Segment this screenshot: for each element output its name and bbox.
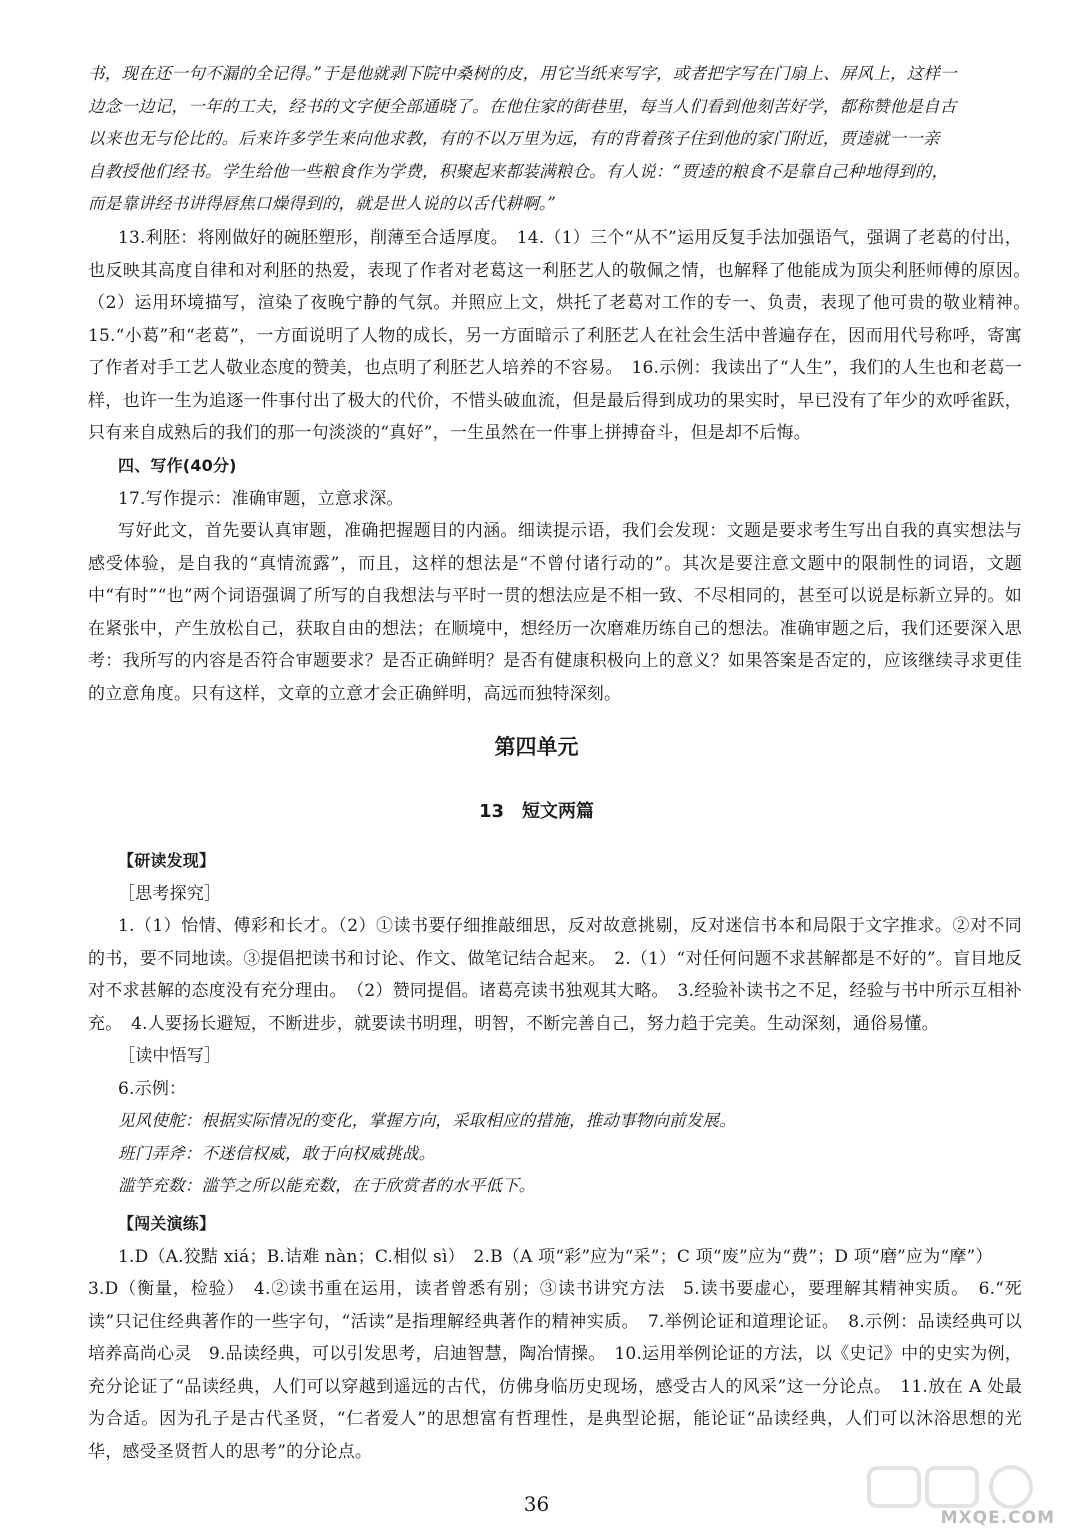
think-heading: ［思考探究］ <box>118 883 222 904</box>
writing-tip: 17.写作提示：准确审题，立意求深。 <box>118 488 404 509</box>
writing-body: 写好此文，首先要认真审题，准确把握题目的内涵。细读提示语，我们会发现：文题是要求考生写出自我的真实想法与感受体验，是自我的“真情流露”，而且，这样的想法是“不曾付诸行动的”。其次是要注意文题中的限制性的词语，文题中“有时”“也”两个词语强调了所写的自我想法与平时一贯的想法应是不相一致、不尽相同的，甚至可以说是标新立异的。如在紧张中，产生放松自己，获取自由的想法；在顺境中，想经历一次磨难历练自己的想法。准确审题之后，我们还要深入思考：我所写的内容是否符合审题要求？是否正确鲜明？是否有健康积极向上的意义？如果答案是否定的，应该继续寻求更佳的立意角度。只有这样，文章的立意才会正确鲜明，高远而独特深刻。 <box>88 521 1022 704</box>
research-section <box>88 845 1022 1203</box>
think-body: 1.（1）怡情、傅彩和长才。（2）①读书要仔细推敲细思，反对故意挑剔，反对迷信书本和局限于文字推求。②对不同的书，要不同地读。③提倡把读书和讨论、作文、做笔记结合起来。 2.（1）“对任何问题不求甚解都是不好的”。盲目地反对不求甚解的态度没有充分理由。 （2）赞同提倡。诸葛亮读书独观其大略。 3.经验补读书之不足，经验与书中所示互相补充。 4.人要扬长避短，不断进步，就要读书明理，明智，不断完善自己，努力趋于完美。生动深刻，通俗易懂。 <box>88 916 1022 1034</box>
writing-section <box>88 450 1022 710</box>
writing-heading: 四、写作(40分) <box>118 456 237 475</box>
intro-line: 自教授他们经书。学生给他一些粮食作为学费，积聚起来都装满粮仓。有人说：“贾逵的粮食不是靠自己种地得到的， <box>88 161 949 181</box>
unit-title: 第四单元 <box>494 735 579 759</box>
intro-line: 而是靠讲经书讲得唇焦口燥得到的，就是世人说的以舌代耕啊。” <box>88 194 556 213</box>
example-item: 滥竽充数：滥竽之所以能充数，在于欣赏者的水平低下。 <box>118 1176 536 1195</box>
intro-passage <box>88 58 1022 221</box>
lesson-title: 13 短文两篇 <box>478 801 595 822</box>
research-heading: 【研读发现】 <box>118 851 216 870</box>
intro-line: 边念一边记，一年的工夫，经书的文字便全部通晓了。在他住家的街巷里，每当人们看到他刻苦好学，都称赞他是自古 <box>88 96 957 116</box>
read-heading: ［读中悟写］ <box>118 1046 222 1066</box>
intro-line: 书，现在还一句不漏的全记得。”于是他就剥下院中桑树的皮，用它当纸来写字，或者把字写在门扇上、屏风上，这样一 <box>88 64 957 83</box>
example-label: 6.示例： <box>118 1078 187 1099</box>
example-item: 班门弄斧：不迷信权威，敢于向权威挑战。 <box>118 1143 436 1163</box>
answers-paragraph: 13.利胚：将刚做好的碗胚塑形，削薄至合适厚度。 14.（1）三个“从不”运用反复手法加强语气，强调了老葛的付出，也反映其高度自律和对利胚的热爱，表现了作者对老葛这一利胚艺人的敬佩之情，也解释了他能成为顶尖利胚师傅的原因。 （2）运用环境描写，渲染了夜晚宁静的气氛。并照应上文，烘托了老葛对工作的专一、负责，表现了他可贵的敬业精神。 15.“小葛”和“老葛”，一方面说明了人物的成长，另一方面暗示了利胚艺人在社会生活中普遍存在，因而用代号称呼，寄寓了作者对手工艺人敬业态度的赞美，也点明了利胚艺人培养的不容易。 16.示例：我读出了“人生”，我们的人生也和老葛一样，也许一生为追逐一件事付出了极大的代价，不惜头破血流，但是最后得到成功的果实时，早已没有了年少的欢呼雀跃，只有来自成熟后的我们的那一句淡淡的“真好”，一生虽然在一件事上拼搏奋斗，但是却不后悔。 <box>88 228 1040 443</box>
answers-13-16 <box>88 222 1040 450</box>
practice-heading: 【闯关演练】 <box>118 1214 216 1233</box>
example-item: 见风使舵：根据实际情况的变化，掌握方向，采取相应的措施，推动事物向前发展。 <box>118 1111 736 1130</box>
practice-section <box>88 1208 1022 1468</box>
practice-body: 3.D（衡量，检验） 4.②读书重在运用，读者曾悉有别；③读书讲究方法 5.读书要虚心，要理解其精神实质。 6.“死读”只记住经典著作的一些字句，“活读”是指理解经典著作的精神实质。 7.举例论证和道理论证。 8.示例：品读经典可以培养高尚心灵 9.品读经典，可以引发思考，启迪智慧，陶冶情操。 10.运用举例论证的方法，以《史记》中的史实为例，充分论证了“品读经典，人们可以穿越到遥远的古代，仿佛身临历史现场，感受古人的风采”这一分论点。 11.放在 A 处最为合适。因为孔子是古代圣贤，“仁者爱人”的思想富有哲理性，是典型论据，能论证“品读经典，人们可以沐浴思想的光华，感受圣贤哲人的思考”的分论点。 <box>88 1279 1022 1462</box>
watermark-text: MXQE.COM <box>940 1508 1055 1528</box>
practice-line1: 1.D（A.狡黠 xiá；B.诘难 nàn；C.相似 sì） 2.B（A 项“彩”应为“采”；C 项“废”应为“费”；D 项“磨”应为“摩”） <box>118 1246 993 1267</box>
page-number: 36 <box>523 1492 550 1516</box>
intro-line: 以来也无与伦比的。后来许多学生来向他求教，有的不以万里为远，有的背着孩子住到他的家门附近，贾逵就一一亲 <box>88 129 940 148</box>
